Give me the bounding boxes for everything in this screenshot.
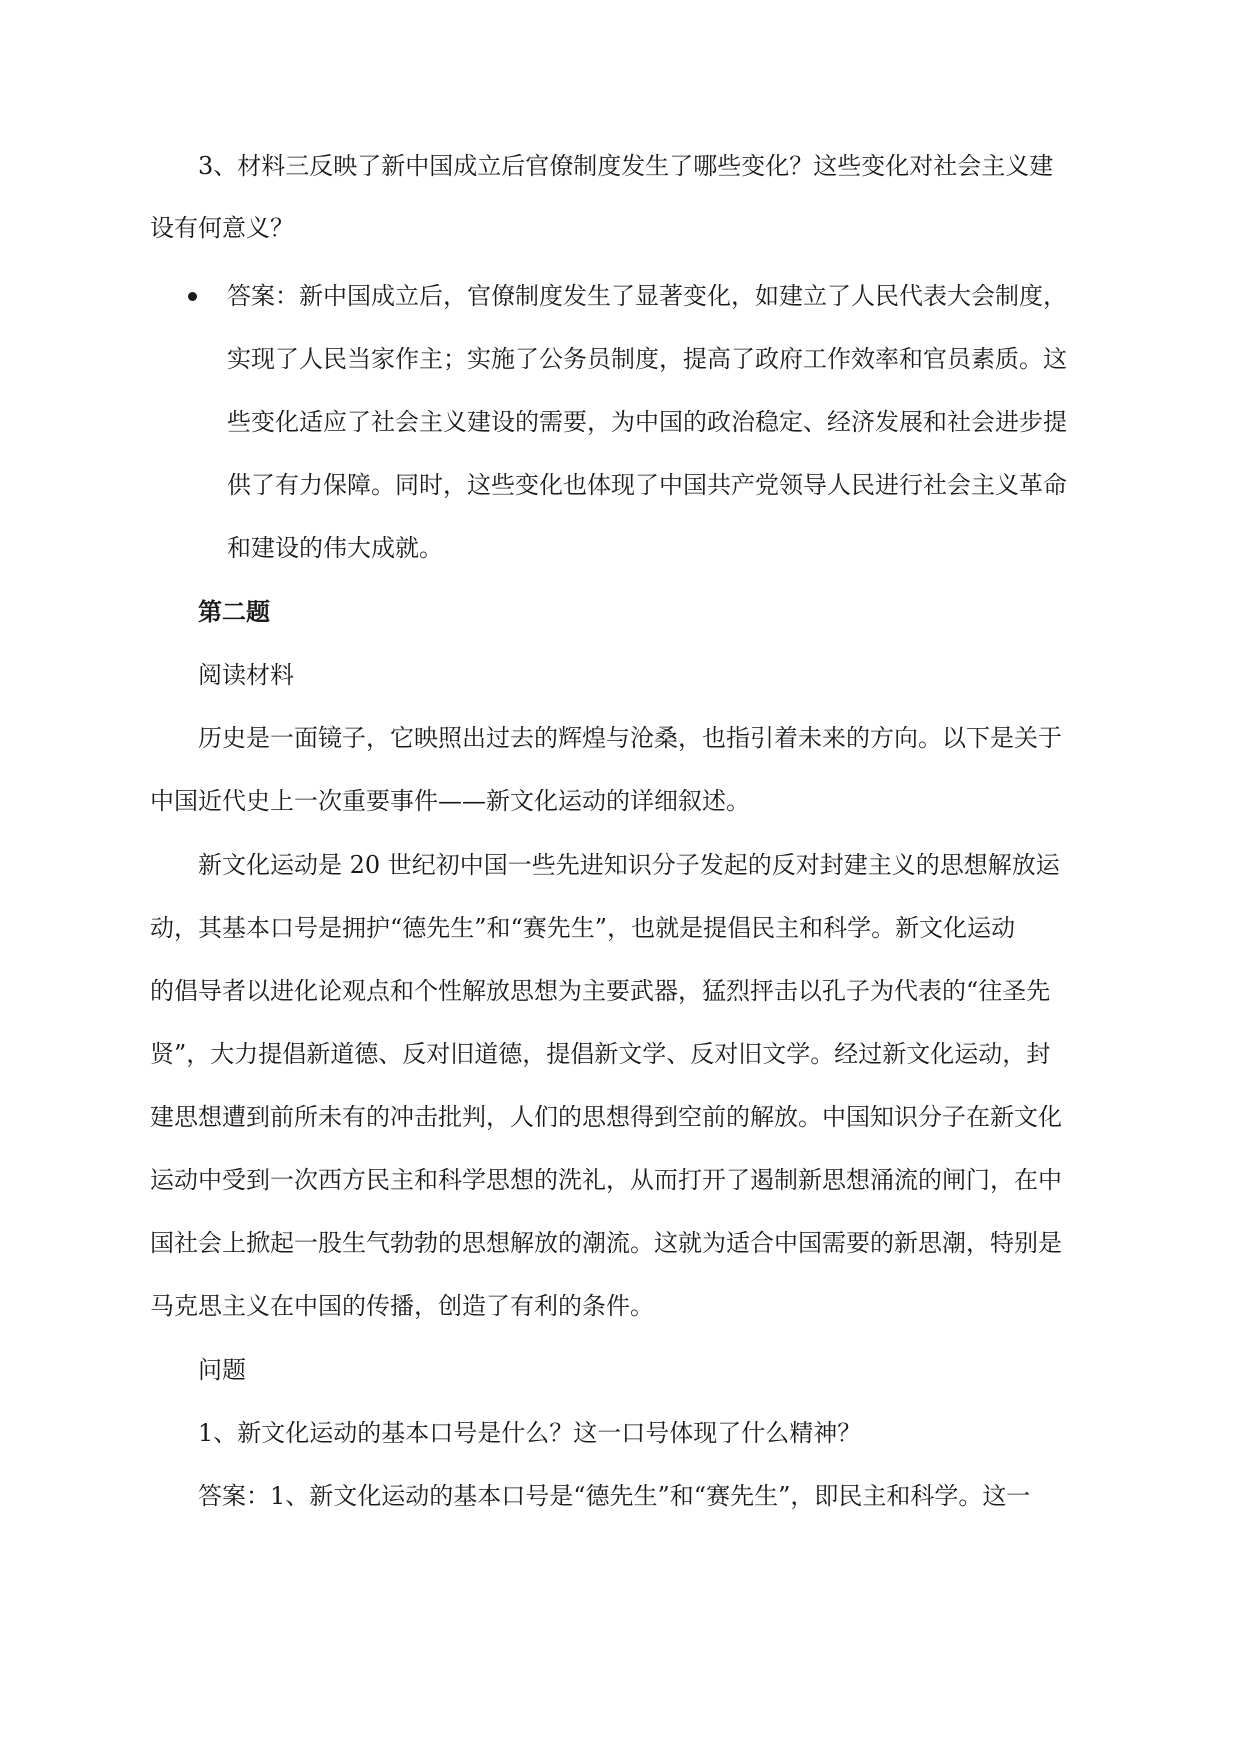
material-line-7: 国社会上掀起一股生气勃勃的思想解放的潮流。这就为适合中国需要的新思潮，特别是 bbox=[150, 1229, 1062, 1257]
intro-line-2: 中国近代史上一次重要事件——新文化运动的详细叙述。 bbox=[150, 787, 750, 815]
material-line-3: 的倡导者以进化论观点和个性解放思想为主要武器，猛烈抨击以孔子为代表的“往圣先 bbox=[150, 977, 1051, 1005]
material-line-2: 动，其基本口号是拥护“德先生”和“赛先生”，也就是提倡民主和科学。新文化运动 bbox=[150, 914, 1016, 942]
material-line-5: 建思想遭到前所未有的冲击批判，人们的思想得到空前的解放。中国知识分子在新文化 bbox=[150, 1103, 1062, 1131]
question-1: 1、新文化运动的基本口号是什么？这一口号体现了什么精神？ bbox=[198, 1419, 862, 1447]
answer-3-line-3: 些变化适应了社会主义建设的需要，为中国的政治稳定、经济发展和社会进步提 bbox=[227, 408, 1067, 436]
answer-3-line-1: 答案：新中国成立后，官僚制度发生了显著变化，如建立了人民代表大会制度， bbox=[227, 282, 1067, 310]
material-label: 阅读材料 bbox=[198, 661, 294, 689]
material-line-6: 运动中受到一次西方民主和科学思想的洗礼，从而打开了遏制新思想涌流的闸门，在中 bbox=[150, 1166, 1062, 1194]
question-3-line-1: 3、材料三反映了新中国成立后官僚制度发生了哪些变化？这些变化对社会主义建 bbox=[198, 152, 1054, 180]
answer-3-line-2: 实现了人民当家作主；实施了公务员制度，提高了政府工作效率和官员素质。这 bbox=[227, 345, 1067, 373]
material-line-1: 新文化运动是 20 世纪初中国一些先进知识分子发起的反对封建主义的思想解放运 bbox=[198, 851, 1060, 879]
intro-line-1: 历史是一面镜子，它映照出过去的辉煌与沧桑，也指引着未来的方向。以下是关于 bbox=[198, 724, 1062, 752]
answer-3-line-4: 供了有力保障。同时，这些变化也体现了中国共产党领导人民进行社会主义革命 bbox=[227, 471, 1067, 499]
questions-label: 问题 bbox=[198, 1356, 246, 1384]
question-3-line-2: 设有何意义？ bbox=[150, 214, 294, 242]
bullet-icon bbox=[188, 292, 197, 301]
section-heading: 第二题 bbox=[198, 597, 270, 626]
material-line-8: 马克思主义在中国的传播，创造了有利的条件。 bbox=[150, 1292, 654, 1320]
answer-3-line-5: 和建设的伟大成就。 bbox=[227, 534, 443, 562]
material-line-4: 贤”，大力提倡新道德、反对旧道德，提倡新文学、反对旧文学。经过新文化运动，封 bbox=[150, 1040, 1051, 1068]
answer-1-line-1: 答案：1、新文化运动的基本口号是“德先生”和“赛先生”，即民主和科学。这一 bbox=[198, 1482, 1031, 1510]
